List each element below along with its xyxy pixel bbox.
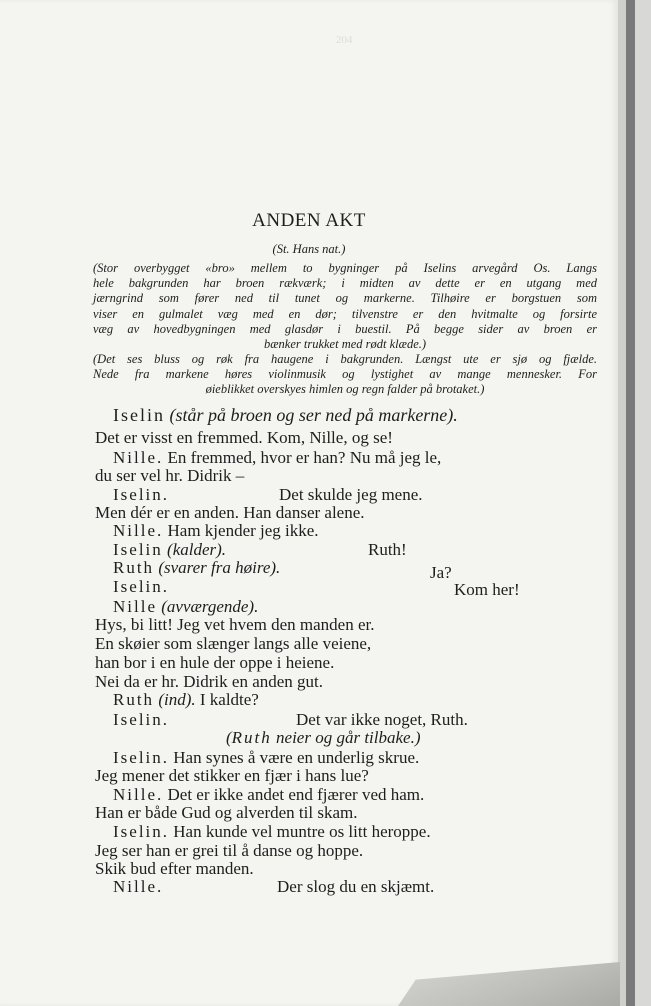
speaker-name: Nille. xyxy=(113,448,164,467)
dialogue-line xyxy=(113,521,319,541)
spoken-text: Han synes å være en underlig skrue. xyxy=(173,748,420,767)
stage-direction-inline: (ind). xyxy=(158,690,196,709)
dialogue-line xyxy=(113,485,169,505)
dialogue-line xyxy=(113,785,424,805)
spoken-text: Ham kjender jeg ikke. xyxy=(167,521,319,540)
stage-direction-2 xyxy=(93,352,597,398)
speaker-name: Nille. xyxy=(113,521,164,540)
direction-text: neier og går tilbake.) xyxy=(276,728,421,747)
dialogue-line xyxy=(113,558,280,578)
dialogue-line: En skøier som slænger langs alle veiene, xyxy=(95,634,372,653)
dialogue-line: Jeg mener det stikker en fjær i hans lue? xyxy=(95,766,369,785)
dialogue-line xyxy=(113,710,169,730)
dialogue-line: Skik bud efter manden. xyxy=(95,859,254,878)
book-binding xyxy=(626,0,635,1006)
speaker-name: Iselin. xyxy=(113,710,170,729)
paren: ( xyxy=(226,728,232,747)
dialogue-line xyxy=(113,540,226,560)
dialogue-line: han bor i en hule der oppe i heiene. xyxy=(95,653,335,672)
stage-direction-line: bænker trukket med rødt klæde.) xyxy=(263,337,427,352)
spoken-text: Ruth! xyxy=(368,540,407,559)
dialogue-line xyxy=(113,597,258,617)
faded-page-number: 204 xyxy=(336,34,353,46)
dialogue-line xyxy=(113,690,259,710)
stage-direction-line: (Det ses bluss og røk fra haugene i bakgrunden. Længst ute er sjø og fjælde. xyxy=(93,352,597,366)
dialogue-line xyxy=(113,448,441,468)
dialogue-line xyxy=(113,877,163,897)
spoken-text: Det skulde jeg mene. xyxy=(279,485,423,504)
stage-direction-line: jærngrind som fører ned til tunet og markerne. Tilhøire er borgstuen som xyxy=(93,291,597,306)
spoken-text: I kaldte? xyxy=(199,690,259,709)
stage-direction-inline: (svarer fra høire). xyxy=(158,558,281,577)
speaker-name: Nille. xyxy=(113,785,164,804)
dialogue-line: Det er visst en fremmed. Kom, Nille, og se! xyxy=(95,428,393,447)
speaker-name: Iselin xyxy=(113,405,165,425)
stage-direction-inline: (kalder). xyxy=(167,540,227,559)
stage-direction-1 xyxy=(93,261,597,352)
dialogue-line: Nei da er hr. Didrik en anden gut. xyxy=(95,672,324,691)
stage-direction-line: væg av hovedbygningen med glasdør i buestil. På begge sider av broen er xyxy=(93,321,597,336)
speaker-name: Iselin. xyxy=(113,577,170,596)
dialogue-line xyxy=(113,748,419,768)
speaker-name: Iselin. xyxy=(113,822,170,841)
speaker-name: Nille xyxy=(113,597,157,616)
speaker-name: Ruth xyxy=(231,728,272,747)
act-title: ANDEN AKT xyxy=(252,210,366,231)
dialogue-line: du ser vel hr. Didrik – xyxy=(95,466,245,485)
dialogue-line: Hys, bi litt! Jeg vet hvem den manden er. xyxy=(95,615,375,634)
dialogue-line xyxy=(113,577,169,597)
speaker-name: Iselin xyxy=(113,540,163,559)
dialogue-line: Men dér er en anden. Han danser alene. xyxy=(95,503,365,522)
spoken-text: Ja? xyxy=(430,563,452,582)
spoken-text: Han kunde vel muntre os litt heroppe. xyxy=(173,822,431,841)
setting-line: (St. Hans nat.) xyxy=(272,242,346,256)
speaker-name: Iselin. xyxy=(113,485,170,504)
stage-direction-inline: (avværgende). xyxy=(161,597,259,616)
page-margin-strip xyxy=(635,0,651,1006)
speaker-name: Ruth xyxy=(113,558,155,577)
stage-direction-line: (Stor overbygget «bro» mellem to bygninger på Iselins arvegård Os. Langs xyxy=(93,261,597,275)
stage-direction-line: øieblikket overskyes himlen og regn falder på brotaket.) xyxy=(205,382,485,397)
spoken-text: Det var ikke noget, Ruth. xyxy=(296,710,468,729)
spoken-text: Kom her! xyxy=(454,580,520,599)
stage-direction-inline: (står på broen og ser ned på markerne). xyxy=(169,405,458,425)
stage-direction-line: Nede fra markene høres violinmusik og lystighet av mange mennesker. For xyxy=(93,367,597,382)
stage-direction-line: hele bakgrunden har broen rækværk; i midten av dette er en utgang med xyxy=(93,276,597,291)
dialogue-line xyxy=(113,822,431,842)
dialogue-line: Jeg ser han er grei til å danse og hoppe. xyxy=(95,841,364,860)
stage-direction-line: viser en gulmalet væg med en dør; tilvenstre er den hvitmalte og forsirte xyxy=(93,306,597,321)
speaker-name: Ruth xyxy=(113,690,155,709)
speaker-name: Iselin. xyxy=(113,748,170,767)
spoken-text: Der slog du en skjæmt. xyxy=(277,877,435,896)
dialogue-line xyxy=(113,405,458,425)
page-edge xyxy=(618,0,626,1006)
spoken-text: Det er ikke andet end fjærer ved ham. xyxy=(167,785,425,804)
dialogue-line: Han er både Gud og alverden til skam. xyxy=(95,803,358,822)
stage-direction-inline xyxy=(226,728,421,748)
spoken-text: En fremmed, hvor er han? Nu må jeg le, xyxy=(167,448,442,467)
speaker-name: Nille. xyxy=(113,877,164,896)
